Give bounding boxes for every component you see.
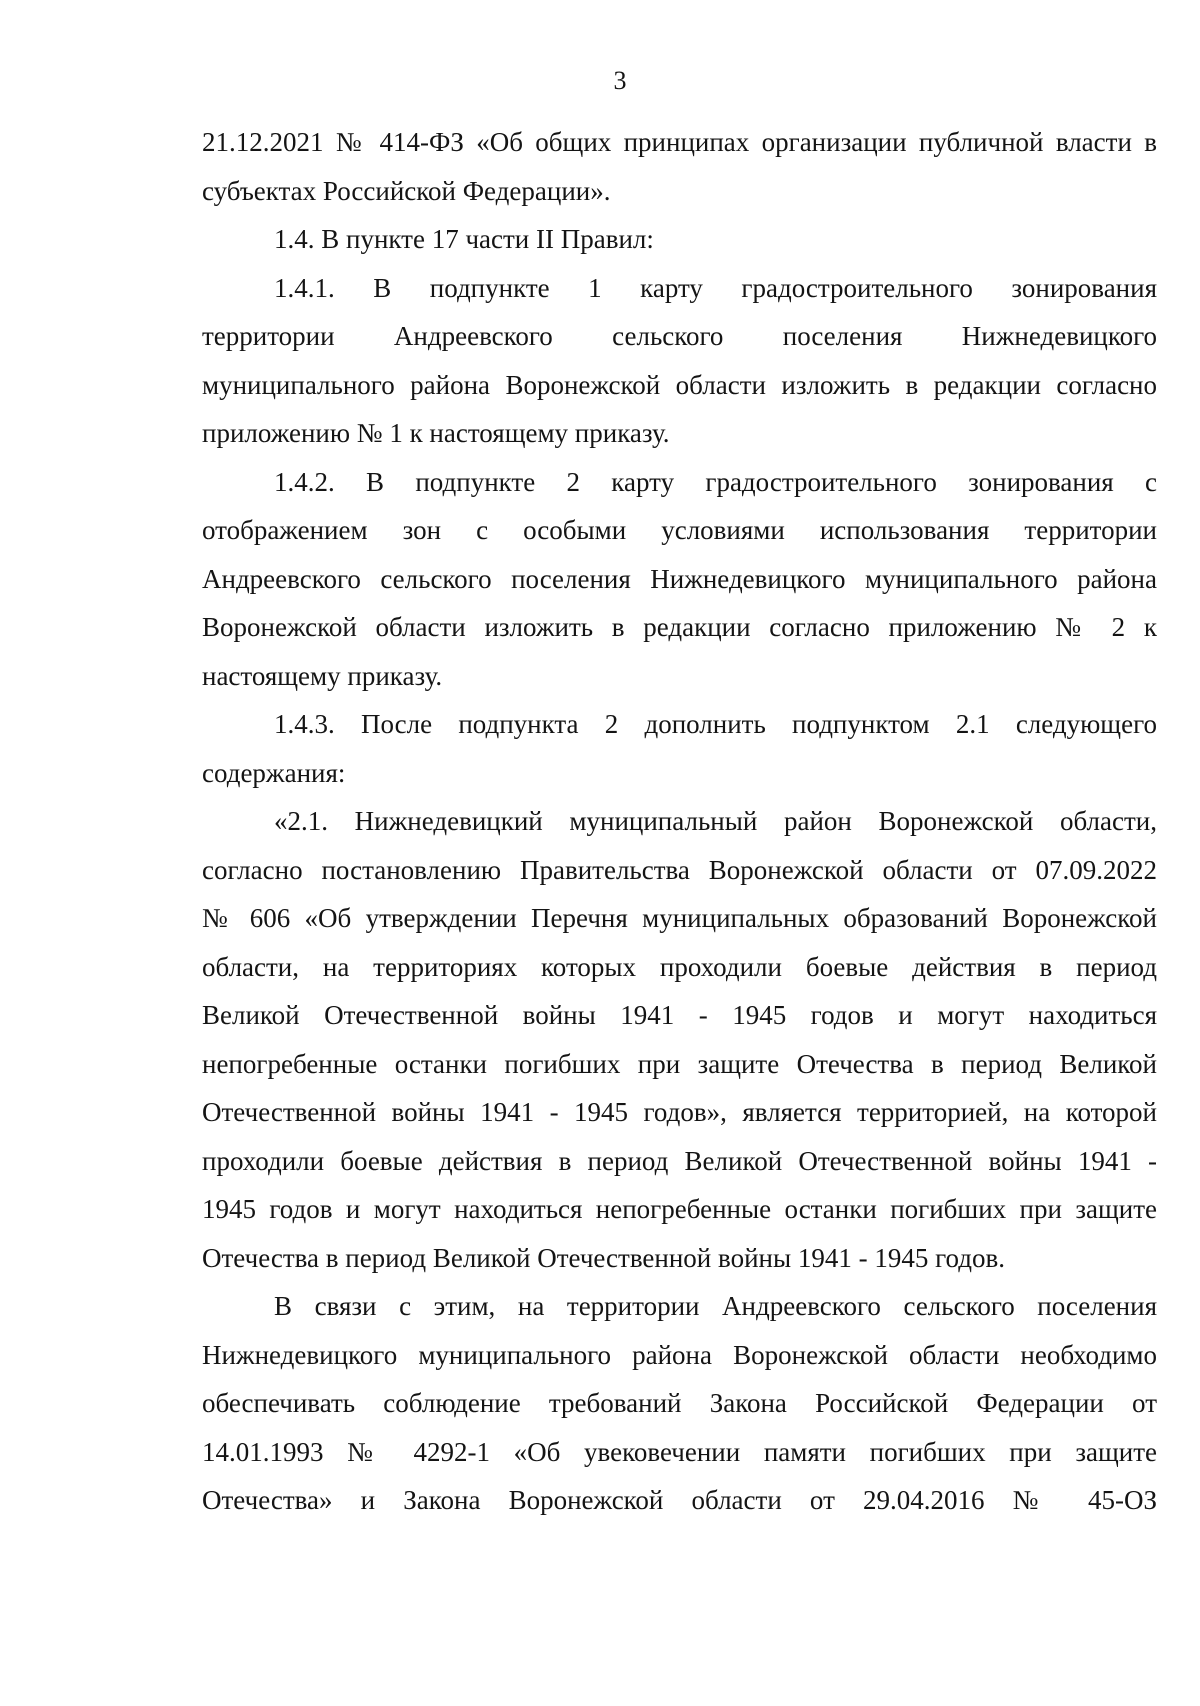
text-line: муниципального района Воронежской области изложить в редакции согласно: [202, 369, 1157, 400]
text-line: Отечественной войны 1941 - 1945 годов», является территорией, на которой: [202, 1097, 1157, 1127]
text-line: настоящему приказу.: [202, 660, 443, 691]
text-line: Отечества» и Закона Воронежской области от 29.04.2016 № 45-ОЗ: [202, 1485, 1157, 1515]
text-line: субъектах Российской Федерации».: [202, 175, 611, 206]
body-text: [202, 118, 1157, 1525]
text-line: № 606 «Об утверждении Перечня муниципальных образований Воронежской: [202, 903, 1157, 933]
text-line: согласно постановлению Правительства Воронежской области от 07.09.2022: [202, 854, 1157, 885]
text-line: 1.4.2. В подпункте 2 карту градостроительного зонирования с: [274, 466, 1157, 497]
text-line: Нижнедевицкого муниципального района Воронежской области необходимо: [202, 1339, 1157, 1370]
text-line: проходили боевые действия в период Великой Отечественной войны 1941 -: [202, 1145, 1157, 1176]
text-line: 1.4. В пункте 17 части II Правил:: [274, 224, 654, 254]
page-number: 3: [613, 66, 627, 95]
text-line: 14.01.1993 № 4292-1 «Об увековечении памяти погибших при защите: [202, 1436, 1157, 1467]
text-line: Великой Отечественной войны 1941 - 1945 годов и могут находиться: [202, 1000, 1157, 1030]
text-line: Воронежской области изложить в редакции согласно приложению № 2 к: [202, 612, 1157, 642]
text-line: 21.12.2021 № 414-ФЗ «Об общих принципах организации публичной власти в: [202, 127, 1157, 157]
text-line: приложению № 1 к настоящему приказу.: [202, 418, 670, 448]
text-line: 1.4.3. После подпункта 2 дополнить подпунктом 2.1 следующего: [274, 709, 1157, 739]
text-line: области, на территориях которых проходили боевые действия в период: [202, 951, 1157, 982]
text-line: отображением зон с особыми условиями использования территории: [202, 515, 1157, 545]
text-line: 1945 годов и могут находиться непогребенные останки погибших при защите: [202, 1194, 1157, 1224]
text-line: обеспечивать соблюдение требований Закона Российской Федерации от: [202, 1388, 1157, 1418]
text-line: Отечества в период Великой Отечественной войны 1941 - 1945 годов.: [202, 1242, 1005, 1273]
text-line: Андреевского сельского поселения Нижнедевицкого муниципального района: [202, 563, 1157, 594]
text-line: «2.1. Нижнедевицкий муниципальный район Воронежской области,: [274, 806, 1157, 836]
text-line: В связи с этим, на территории Андреевского сельского поселения: [274, 1291, 1157, 1321]
text-line: содержания:: [202, 757, 346, 788]
text-line: непогребенные останки погибших при защите Отечества в период Великой: [202, 1048, 1157, 1079]
text-line: территории Андреевского сельского поселения Нижнедевицкого: [202, 321, 1157, 351]
text-line: 1.4.1. В подпункте 1 карту градостроительного зонирования: [274, 272, 1157, 303]
